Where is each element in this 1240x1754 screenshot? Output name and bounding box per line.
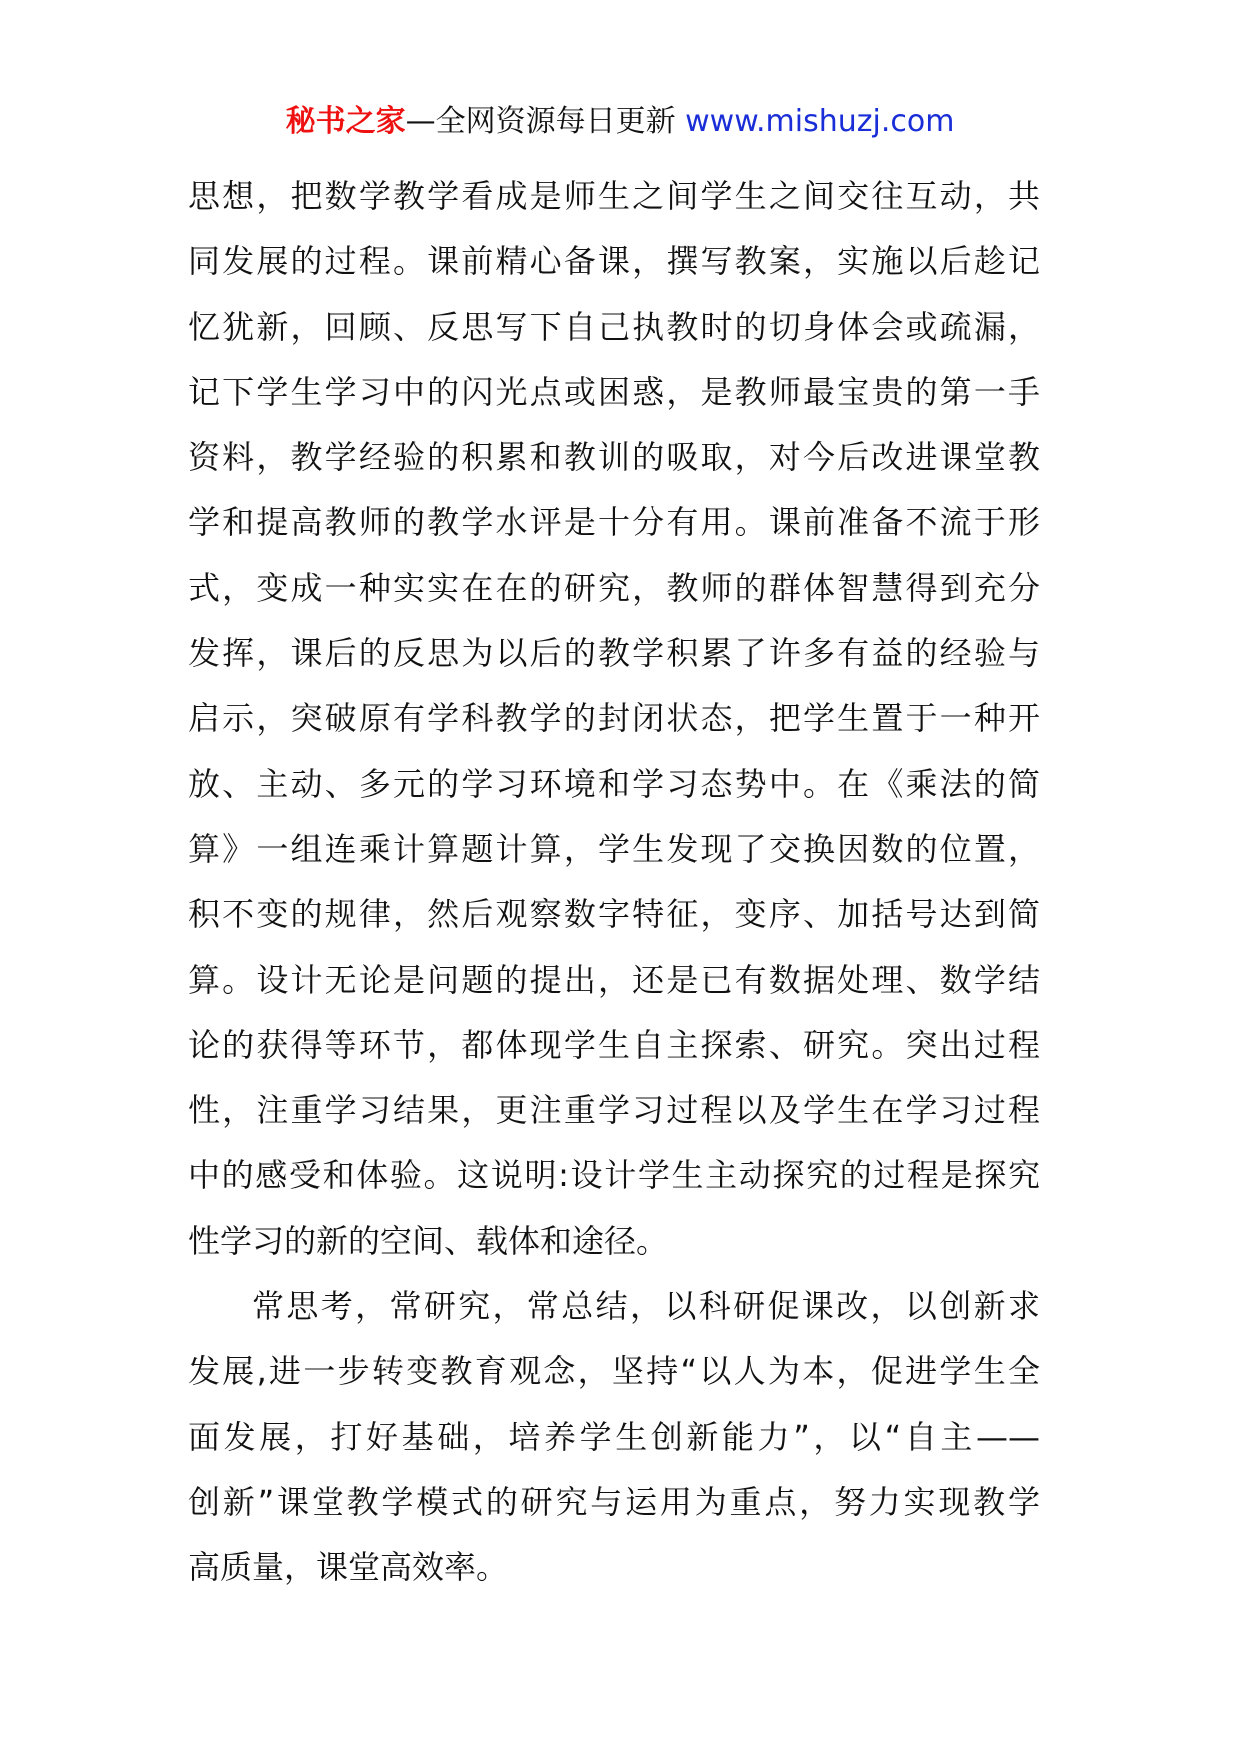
text-line: 高质量，课堂高效率。 — [188, 1548, 509, 1587]
document-body — [188, 164, 1040, 1601]
text-line: 中的感受和体验。这说明:设计学生主动探究的过程是探究 — [188, 1156, 1040, 1195]
text-line: 算。设计无论是问题的提出，还是已有数据处理、数学结 — [188, 960, 1040, 999]
text-line: 式，变成一种实实在在的研究，教师的群体智慧得到充分 — [188, 568, 1040, 607]
text-line: 算》一组连乘计算题计算，学生发现了交换因数的位置， — [188, 829, 1040, 868]
text-line: 启示，突破原有学科教学的封闭状态，把学生置于一种开 — [188, 699, 1040, 738]
page-header — [0, 100, 1240, 144]
text-line: 论的获得等环节，都体现学生自主探索、研究。突出过程 — [188, 1025, 1040, 1064]
header-url[interactable]: www.mishuzj.com — [685, 104, 955, 139]
text-line: 忆犹新，回顾、反思写下自己执教时的切身体会或疏漏， — [188, 307, 1040, 346]
text-line: 创新”课堂教学模式的研究与运用为重点，努力实现教学 — [188, 1482, 1040, 1521]
text-line: 发展,进一步转变教育观念，坚持“以人为本，促进学生全 — [188, 1352, 1040, 1391]
text-line: 学和提高教师的教学水评是十分有用。课前准备不流于形 — [188, 503, 1040, 542]
text-line: 记下学生学习中的闪光点或困惑，是教师最宝贵的第一手 — [188, 372, 1040, 411]
header-tagline: —全网资源每日更新 — [405, 104, 676, 139]
text-line: 资料，教学经验的积累和教训的吸取，对今后改进课堂教 — [188, 438, 1040, 477]
text-line: 发挥，课后的反思为以后的教学积累了许多有益的经验与 — [188, 634, 1040, 673]
text-line: 面发展，打好基础，培养学生创新能力”，以“自主—— — [188, 1417, 1040, 1456]
text-line: 常思考，常研究，常总结，以科研促课改，以创新求 — [252, 1287, 1040, 1326]
text-line: 思想，把数学教学看成是师生之间学生之间交往互动，共 — [188, 177, 1040, 215]
text-line: 性，注重学习结果，更注重学习过程以及学生在学习过程 — [188, 1091, 1040, 1130]
text-line: 性学习的新的空间、载体和途径。 — [188, 1221, 669, 1260]
text-line: 同发展的过程。课前精心备课，撰写教案，实施以后趁记 — [188, 242, 1040, 281]
text-line: 放、主动、多元的学习环境和学习态势中。在《乘法的简 — [188, 764, 1040, 803]
header-brand: 秘书之家 — [285, 104, 406, 139]
text-line: 积不变的规律，然后观察数字特征，变序、加括号达到简 — [188, 895, 1040, 934]
